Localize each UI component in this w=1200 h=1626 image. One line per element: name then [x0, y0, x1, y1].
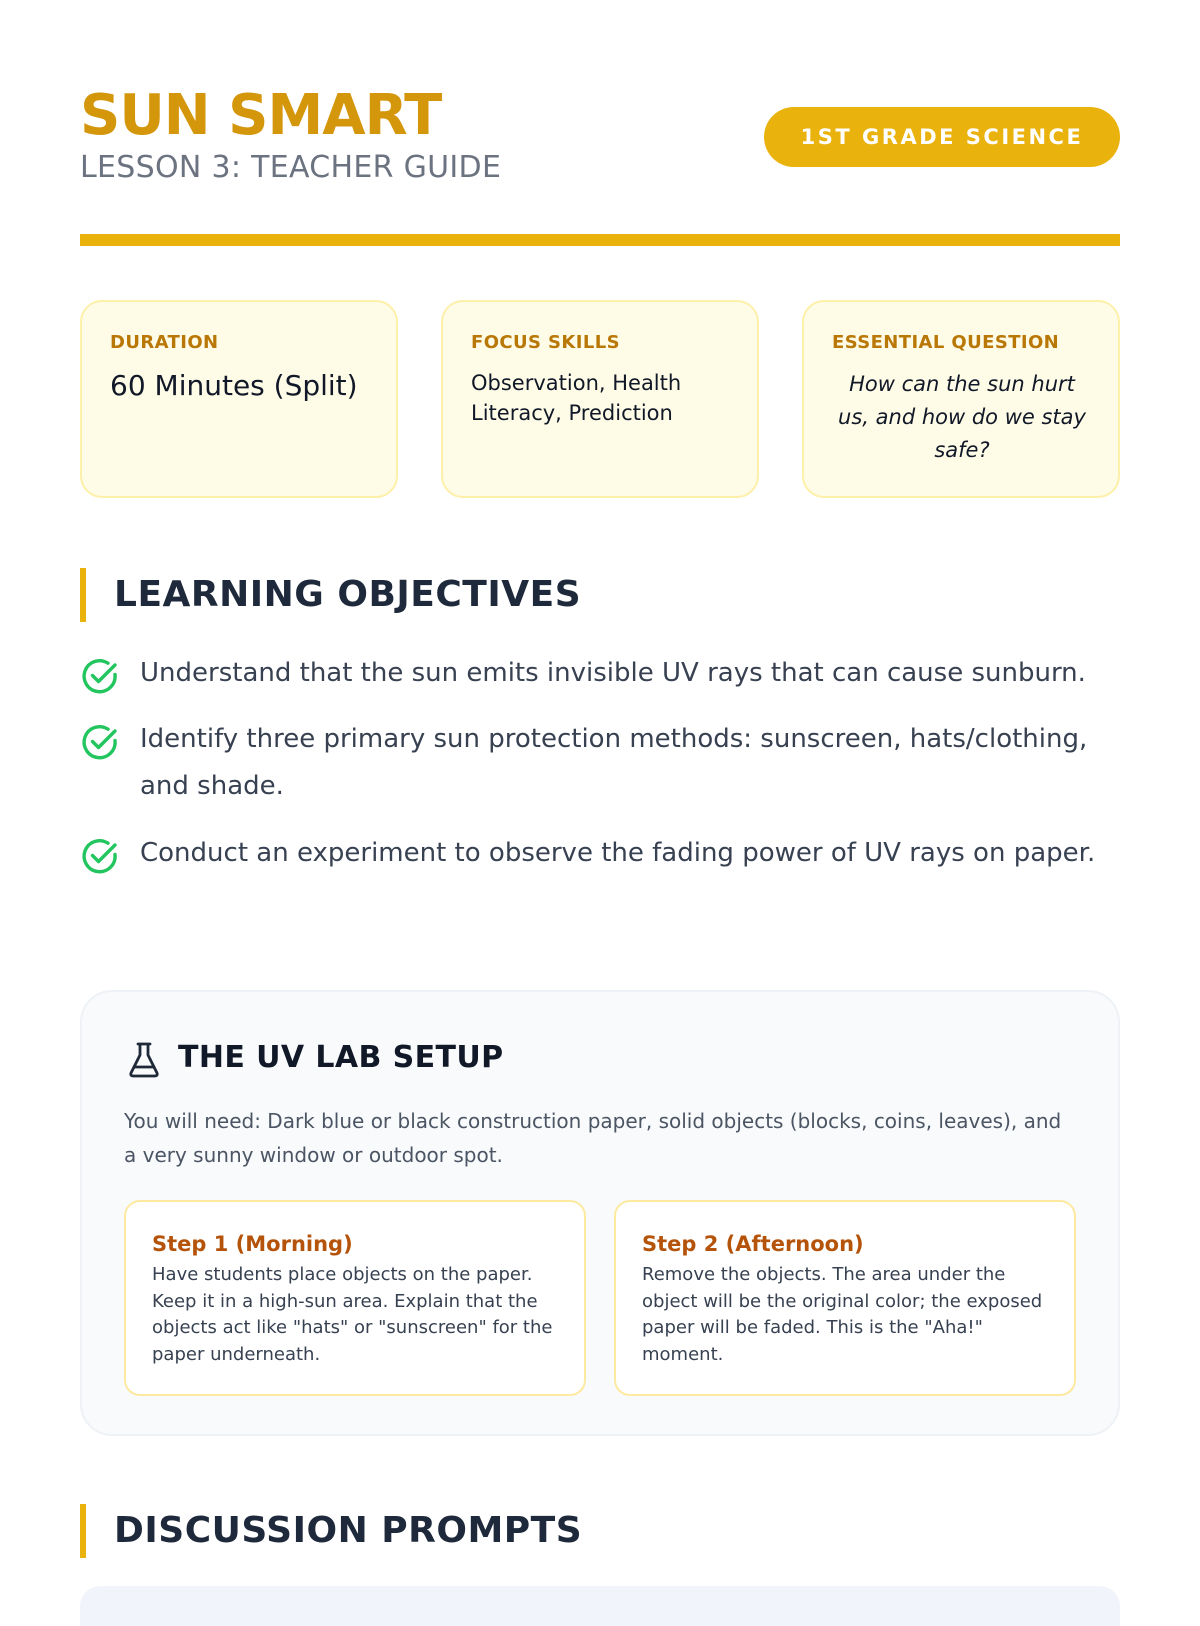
lab-materials-text: You will need: Dark blue or black construction paper, solid objects (blocks, coins, leaves), and a very sunny window or outdoor spot. [124, 1109, 1062, 1167]
step-title: Step 2 (Afternoon) [642, 1232, 864, 1256]
header-divider [80, 234, 1120, 246]
check-circle-icon [80, 656, 120, 696]
card-value: 60 Minutes (Split) [110, 369, 358, 402]
uv-lab-setup-box [80, 990, 1120, 1436]
header [80, 83, 1120, 196]
objective-text: Identify three primary sun protection methods: sunscreen, hats/clothing, and shade. [140, 724, 1088, 801]
section-title: DISCUSSION PROMPTS [114, 1510, 583, 1551]
duration-card [80, 300, 398, 498]
step-card-morning [124, 1200, 586, 1396]
objective-text: Understand that the sun emits invisible UV rays that can cause sunburn. [140, 658, 1086, 688]
lab-heading: THE UV LAB SETUP [178, 1040, 504, 1075]
step-text: Have students place objects on the paper. Keep it in a high-sun area. Explain that the objects act like "hats" or "sunscreen" for the paper underneath. [152, 1264, 553, 1365]
section-title: LEARNING OBJECTIVES [114, 574, 582, 615]
section-accent-bar [80, 1504, 86, 1558]
learning-objectives-heading [80, 568, 1120, 622]
objective-text: Conduct an experiment to observe the fading power of UV rays on paper. [140, 838, 1096, 868]
card-label: FOCUS SKILLS [471, 332, 620, 353]
page-subtitle: LESSON 3: TEACHER GUIDE [80, 150, 502, 185]
step-card-afternoon [614, 1200, 1076, 1396]
flask-icon [126, 1040, 162, 1080]
discussion-prompts-heading [80, 1504, 1120, 1558]
card-label: DURATION [110, 332, 219, 353]
card-value: Observation, Health Literacy, Prediction [471, 371, 682, 425]
focus-skills-card [441, 300, 759, 498]
section-accent-bar [80, 568, 86, 622]
page-title: SUN SMART [80, 83, 442, 148]
step-title: Step 1 (Morning) [152, 1232, 353, 1256]
step-text: Remove the objects. The area under the object will be the original color; the exposed paper will be faded. This is the "Aha!" moment. [642, 1264, 1043, 1365]
discussion-panel [80, 1586, 1120, 1626]
essential-question-card [802, 300, 1120, 498]
card-value: How can the sun hurt us, and how do we stay safe? [838, 372, 1086, 462]
grade-badge: 1ST GRADE SCIENCE [764, 107, 1120, 167]
check-circle-icon [80, 836, 120, 876]
info-cards [80, 300, 1120, 500]
card-label: ESSENTIAL QUESTION [832, 332, 1060, 353]
check-circle-icon [80, 722, 120, 762]
